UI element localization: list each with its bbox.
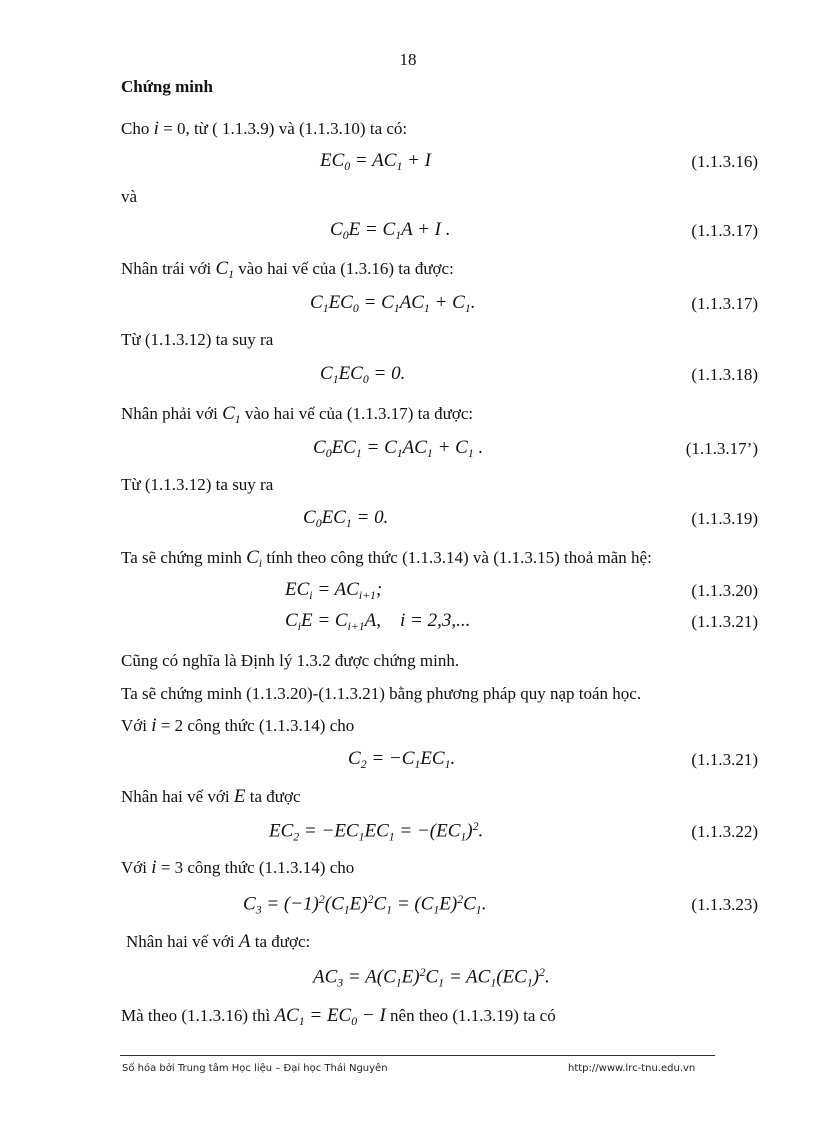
equation-number: (1.1.3.23): [691, 895, 758, 914]
equation: $C_0EC_1 = 0$.: [303, 507, 389, 531]
footer-link[interactable]: http://www.lrc-tnu.edu.vn: [568, 1063, 696, 1074]
equation: $C_1EC_0 = C_1AC_1 + C_1$.: [310, 292, 476, 316]
equation-number: (1.1.3.17’): [685, 439, 758, 458]
equation-number: (1.1.3.21): [691, 612, 758, 631]
equation: $AC_3 = A(C_1E)^2C_1 = AC_1(EC_1)^2$.: [313, 966, 550, 990]
text-line: Mà theo (1.1.3.16) thì $AC_1 = EC_0 - I$ nên theo (1.1.3.19) ta có: [121, 1005, 556, 1029]
footer-divider: [120, 1055, 715, 1056]
text-line: Với i = 3 công thức (1.1.3.14) cho: [121, 857, 355, 878]
text-line: Từ (1.1.3.12) ta suy ra: [121, 475, 274, 494]
equation-number: (1.1.3.17): [691, 221, 758, 240]
equation-number: (1.1.3.20): [691, 581, 758, 600]
footer-credit: Số hóa bởi Trung tâm Học liệu – Đại học Thái Nguyên: [122, 1063, 388, 1074]
equation-number: (1.1.3.16): [691, 152, 758, 171]
equation: $C_1EC_0 = 0$.: [320, 363, 406, 387]
text-line: Nhân phải với $C_1$ vào hai vế của (1.1.3.17) ta được:: [121, 403, 474, 427]
equation-number: (1.1.3.18): [691, 365, 758, 384]
equation-number: (1.1.3.19): [691, 509, 758, 528]
text-line: Nhân hai vế với E ta được: [121, 786, 301, 807]
equation: $C_2 = -C_1EC_1$.: [348, 748, 456, 772]
equation: $EC_i = AC_{i+1}$;: [285, 579, 383, 603]
equation: $EC_0 = AC_1 + I$: [320, 150, 431, 174]
text-line: Ta sẽ chứng minh (1.1.3.20)-(1.1.3.21) bằng phương pháp quy nạp toán học.: [121, 684, 642, 703]
text-line: Với i = 2 công thức (1.1.3.14) cho: [121, 715, 355, 736]
equation: $C_0E = C_1A + I$ .: [330, 219, 451, 243]
page-number: 18: [399, 50, 417, 69]
equation: $C_0EC_1 = C_1AC_1 + C_1$ .: [313, 437, 484, 461]
text-line: Từ (1.1.3.12) ta suy ra: [121, 330, 274, 349]
equation: $EC_2 = -EC_1EC_1 = -(EC_1)^2$.: [269, 820, 484, 844]
text-line: Nhân trái với $C_1$ vào hai vế của (1.3.16) ta được:: [121, 258, 454, 282]
equation: $C_iE = C_{i+1}A$, i = 2,3,...: [285, 610, 471, 634]
text-line: Cho i = 0, từ ( 1.1.3.9) và (1.1.3.10) ta có:: [121, 118, 408, 139]
equation-number: (1.1.3.21): [691, 750, 758, 769]
equation: $C_3 = (-1)^2(C_1E)^2C_1 = (C_1E)^2C_1$.: [243, 893, 487, 917]
proof-heading: Chứng minh: [121, 77, 213, 96]
text-line: Ta sẽ chứng minh $C_i$ tính theo công thức (1.1.3.14) và (1.1.3.15) thoả mãn hệ:: [121, 547, 652, 571]
equation-number: (1.1.3.22): [691, 822, 758, 841]
text-line: Cũng có nghĩa là Định lý 1.3.2 được chứng minh.: [121, 651, 460, 670]
equation-number: (1.1.3.17): [691, 294, 758, 313]
text-line: và: [121, 187, 138, 206]
text-line: Nhân hai vế với A ta được:: [126, 931, 311, 952]
